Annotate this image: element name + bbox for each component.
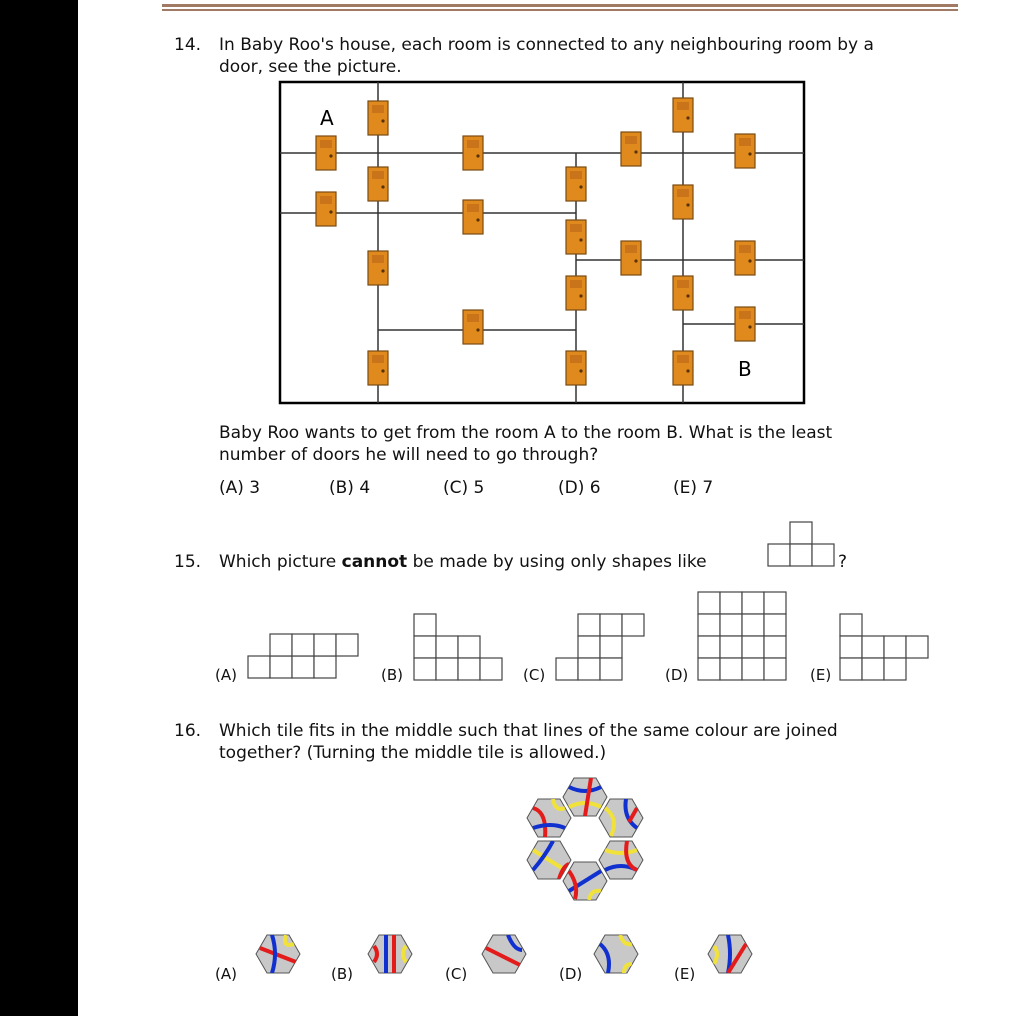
door	[316, 136, 336, 170]
room-b-label: B	[738, 357, 752, 381]
door	[621, 241, 641, 275]
door	[673, 276, 693, 310]
answer-option[interactable]: (D) 6	[558, 478, 601, 498]
hex-tile	[563, 862, 607, 900]
question-14-prompt-line1: Baby Roo wants to get from the room A to the room B. What is the least	[219, 423, 833, 443]
door	[673, 185, 693, 219]
door	[463, 200, 483, 234]
question-15-text-bold: cannot	[341, 552, 408, 572]
top-rule-2	[162, 9, 958, 11]
q15-option-c-label[interactable]: (C)	[523, 666, 546, 684]
door	[673, 351, 693, 385]
door	[463, 136, 483, 170]
q15-option-b-label[interactable]: (B)	[381, 666, 403, 684]
room-a-label: A	[320, 106, 334, 130]
door	[566, 167, 586, 201]
t-shape-piece	[768, 522, 838, 572]
question-14-line1: In Baby Roo's house, each room is connected to any neighbouring room by a	[219, 35, 874, 55]
answer-option[interactable]: (B) 4	[329, 478, 371, 498]
question-15-text-start: Which picture	[219, 552, 342, 572]
door	[735, 134, 755, 168]
question-14-prompt	[219, 422, 832, 466]
q16-option-d-label[interactable]: (D)	[559, 965, 583, 983]
q15-option-d-label[interactable]: (D)	[665, 666, 689, 684]
hex-tile	[599, 799, 643, 837]
door	[566, 351, 586, 385]
q15-option-c-figure[interactable]	[556, 612, 656, 684]
q15-option-d-figure[interactable]	[698, 590, 793, 685]
question-16-number: 16.	[174, 721, 202, 741]
answer-option[interactable]: (A) 3	[219, 478, 261, 498]
q16-option-c-label[interactable]: (C)	[445, 965, 468, 983]
question-14-number: 14.	[174, 35, 202, 55]
question-15-text	[219, 551, 707, 573]
answer-option[interactable]: (E) 7	[673, 478, 714, 498]
hex-tile	[527, 841, 571, 879]
door	[368, 351, 388, 385]
q16-option-e-label[interactable]: (E)	[674, 965, 696, 983]
door	[463, 310, 483, 344]
hex-tile	[527, 799, 571, 837]
question-15-text-end: be made by using only shapes like	[407, 552, 707, 572]
q16-option-e-tile[interactable]	[706, 932, 756, 976]
question-15-mark: ?	[838, 552, 848, 572]
question-16-line1: Which tile fits in the middle such that lines of the same colour are joined	[219, 721, 838, 741]
door	[368, 101, 388, 135]
question-14-line2: door, see the picture.	[219, 57, 402, 77]
q16-option-b-tile[interactable]	[366, 932, 416, 976]
q15-option-e-label[interactable]: (E)	[810, 666, 832, 684]
q15-option-e-figure[interactable]	[840, 612, 935, 684]
hexagon-ring-puzzle	[515, 770, 665, 920]
door	[316, 192, 336, 226]
q16-option-a-label[interactable]: (A)	[215, 965, 237, 983]
door	[673, 98, 693, 132]
q15-option-b-figure[interactable]	[414, 612, 509, 684]
door	[735, 241, 755, 275]
door	[566, 276, 586, 310]
hex-tile	[563, 778, 607, 816]
question-14-prompt-line2: number of doors he will need to go through?	[219, 445, 599, 465]
top-rule	[162, 4, 958, 7]
q16-option-c-tile[interactable]	[480, 932, 530, 976]
door	[368, 167, 388, 201]
question-16-text	[219, 720, 838, 764]
q15-option-a-label[interactable]: (A)	[215, 666, 237, 684]
house-floorplan	[278, 80, 808, 405]
question-16-line2: together? (Turning the middle tile is allowed.)	[219, 743, 607, 763]
q16-option-a-tile[interactable]	[254, 932, 304, 976]
door	[621, 132, 641, 166]
question-15-number: 15.	[174, 552, 202, 572]
q16-option-b-label[interactable]: (B)	[331, 965, 353, 983]
door	[735, 307, 755, 341]
door	[566, 220, 586, 254]
hex-tile	[599, 841, 643, 879]
q15-option-a-figure[interactable]	[248, 632, 368, 682]
q16-option-d-tile[interactable]	[592, 932, 642, 976]
door	[368, 251, 388, 285]
answer-option[interactable]: (C) 5	[443, 478, 485, 498]
worksheet-page	[78, 0, 1024, 1016]
question-14-text	[219, 34, 874, 78]
